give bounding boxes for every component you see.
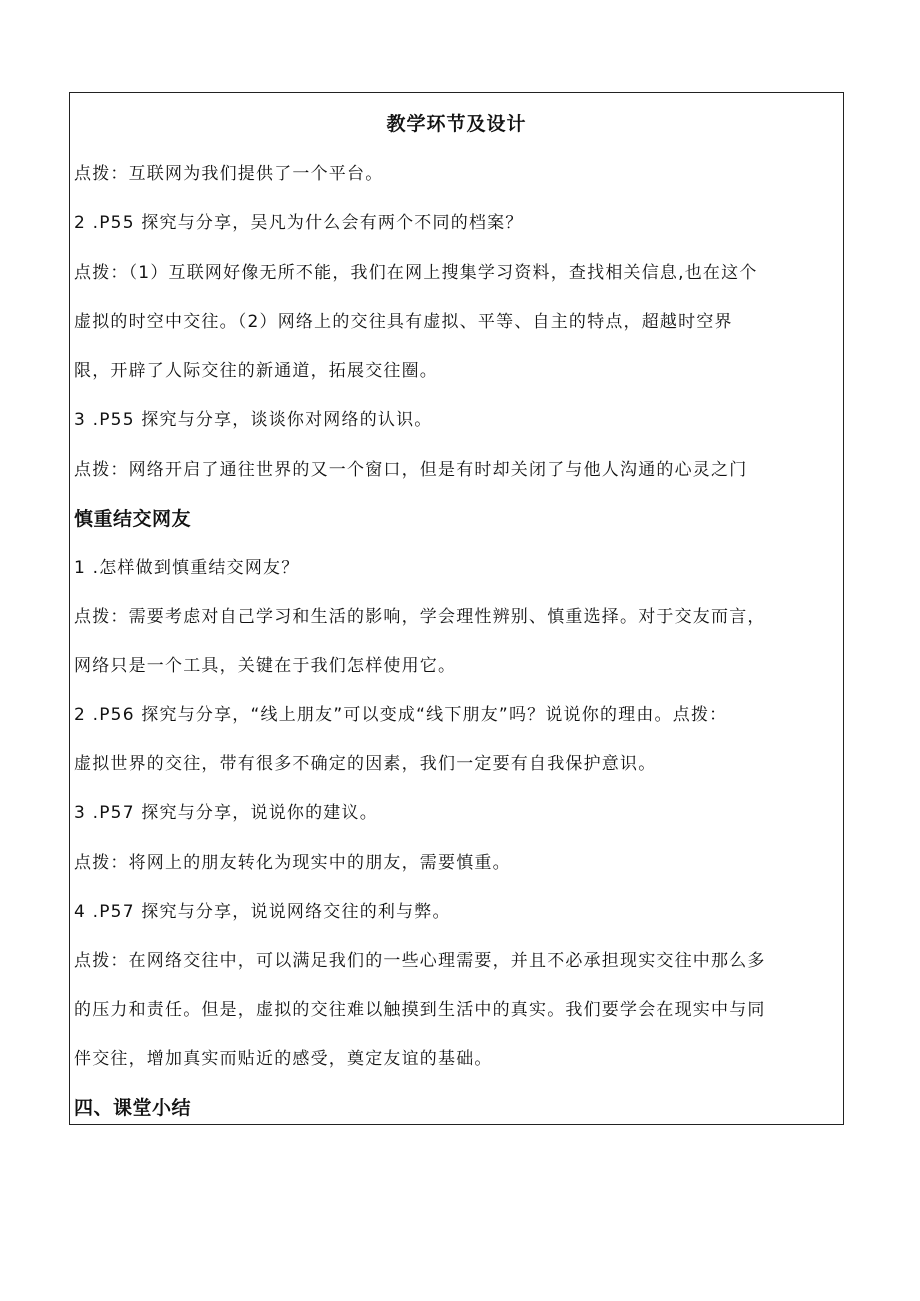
text-line: 虚拟的时空中交往。（2）网络上的交往具有虚拟、平等、自主的特点，超越时空界: [74, 312, 733, 332]
text-line: 点拨：（1）互联网好像无所不能，我们在网上搜集学习资料，查找相关信息,也在这个: [74, 263, 758, 283]
text-line: 3 .P57 探究与分享，说说你的建议。: [74, 803, 378, 823]
text-line: 点拨：互联网为我们提供了一个平台。: [74, 164, 384, 184]
text-line: 伴交往，增加真实而贴近的感受，奠定友谊的基础。: [74, 1049, 493, 1069]
section-heading: 慎重结交网友: [74, 508, 192, 530]
text-line: 2 .P56 探究与分享，“线上朋友”可以变成“线下朋友”吗？说说你的理由。点拨：: [74, 705, 728, 725]
table-title: 教学环节及设计: [386, 113, 527, 135]
text-line: 点拨：网络开启了通往世界的又一个窗口，但是有时却关闭了与他人沟通的心灵之门: [74, 460, 748, 480]
text-line: 虚拟世界的交往，带有很多不确定的因素，我们一定要有自我保护意识。: [74, 754, 657, 774]
text-line: 4 .P57 探究与分享，说说网络交往的利与弊。: [74, 902, 451, 922]
text-line: 1 .怎样做到慎重结交网友？: [74, 558, 300, 578]
text-line: 网络只是一个工具，关键在于我们怎样使用它。: [74, 656, 457, 676]
text-line: 2 .P55 探究与分享，吴凡为什么会有两个不同的档案？: [74, 213, 524, 233]
text-line: 的压力和责任。但是，虚拟的交往难以触摸到生活中的真实。我们要学会在现实中与同: [74, 1000, 766, 1020]
text-line: 3 .P55 探究与分享，谈谈你对网络的认识。: [74, 410, 433, 430]
text-line: 点拨：将网上的朋友转化为现实中的朋友，需要慎重。: [74, 853, 511, 873]
text-line: 限，开辟了人际交往的新通道，拓展交往圈。: [74, 361, 438, 381]
section-heading: 四、课堂小结: [74, 1097, 192, 1119]
text-line: 点拨：需要考虑对自己学习和生活的影响，学会理性辨别、慎重选择。对于交友而言，: [74, 607, 766, 627]
text-line: 点拨：在网络交往中，可以满足我们的一些心理需要，并且不必承担现实交往中那么多: [74, 951, 766, 971]
